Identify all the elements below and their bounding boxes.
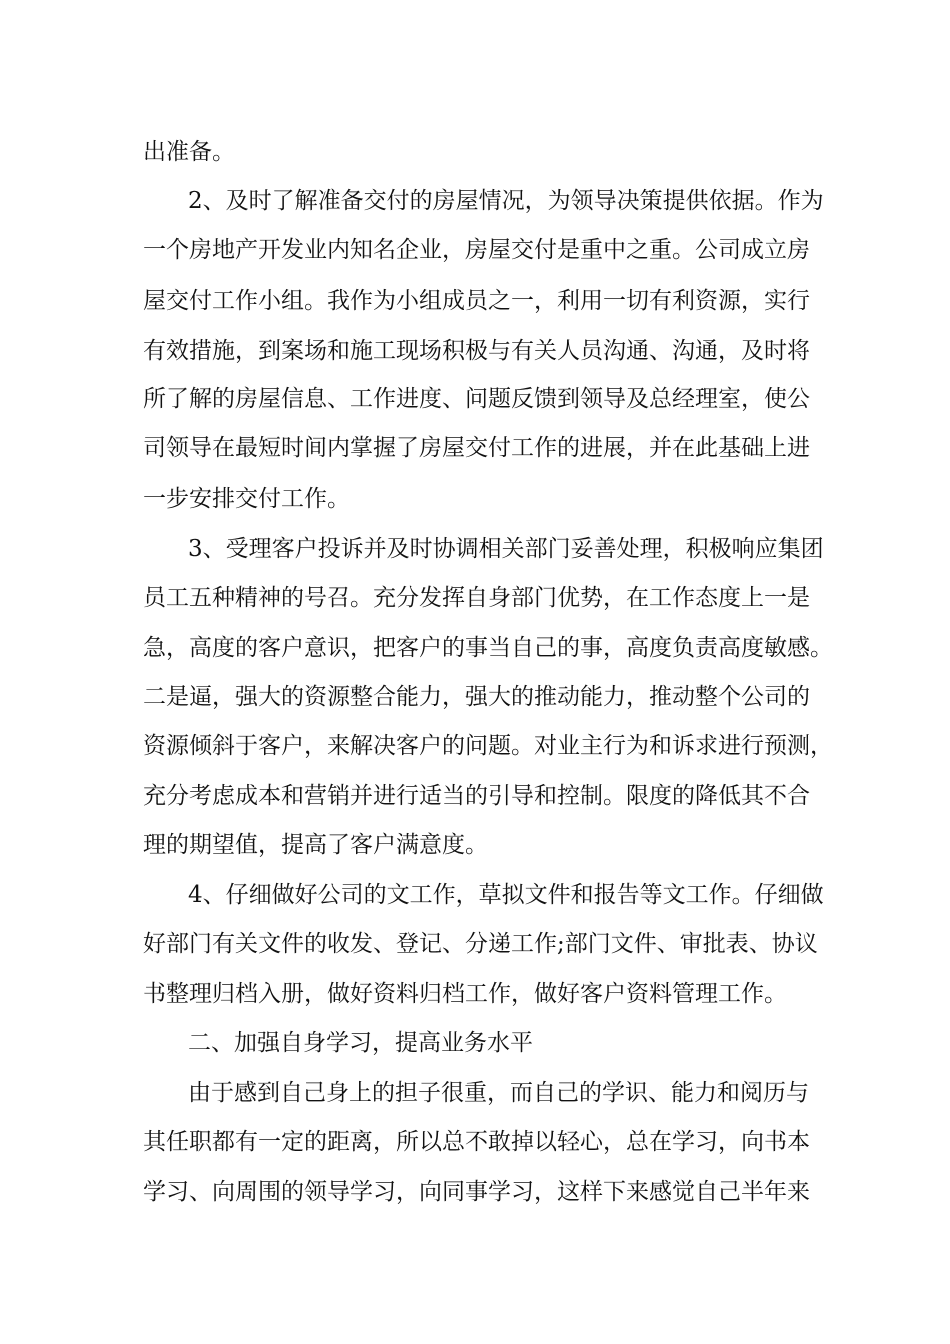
text-line-16: 4、仔细做好公司的文工作，草拟文件和报告等文工作。仔细做 — [188, 882, 824, 908]
text-line-9: 3、受理客户投诉并及时协调相关部门妥善处理，积极响应集团 — [188, 536, 824, 562]
text-line-7: 司领导在最短时间内掌握了房屋交付工作的进展，并在此基础上进 — [143, 435, 810, 461]
text-line-20: 由于感到自己身上的担子很重，而自己的学识、能力和阅历与 — [188, 1080, 809, 1106]
text-line-1: 出准备。 — [143, 139, 235, 165]
text-line-11: 急，高度的客户意识，把客户的事当自己的事，高度负责高度敏感。 — [143, 635, 833, 661]
text-line-15: 理的期望值，提高了客户满意度。 — [143, 832, 488, 858]
text-line-5: 有效措施，到案场和施工现场积极与有关人员沟通、沟通，及时将 — [143, 338, 810, 364]
text-line-6: 所了解的房屋信息、工作进度、问题反馈到领导及总经理室，使公 — [143, 386, 810, 412]
text-line-12: 二是逼，强大的资源整合能力，强大的推动能力，推动整个公司的 — [143, 684, 810, 710]
text-line-10: 员工五种精神的号召。充分发挥自身部门优势，在工作态度上一是 — [143, 585, 810, 611]
text-line-21: 其任职都有一定的距离，所以总不敢掉以轻心，总在学习，向书本 — [143, 1129, 810, 1155]
text-line-18: 书整理归档入册，做好资料归档工作，做好客户资料管理工作。 — [143, 981, 787, 1007]
text-line-17: 好部门有关文件的收发、登记、分递工作;部门文件、审批表、协议 — [143, 931, 818, 957]
text-line-13: 资源倾斜于客户，来解决客户的问题。对业主行为和诉求进行预测， — [143, 733, 833, 759]
text-line-3: 一个房地产开发业内知名企业，房屋交付是重中之重。公司成立房 — [143, 237, 810, 263]
text-line-2: 2、及时了解准备交付的房屋情况，为领导决策提供依据。作为 — [188, 188, 824, 214]
text-line-4: 屋交付工作小组。我作为小组成员之一，利用一切有利资源，实行 — [143, 288, 810, 314]
text-line-14: 充分考虑成本和营销并进行适当的引导和控制。限度的降低其不合 — [143, 783, 810, 809]
text-line-19: 二、加强自身学习，提高业务水平 — [188, 1030, 533, 1056]
text-line-8: 一步安排交付工作。 — [143, 486, 350, 512]
text-line-22: 学习、向周围的领导学习，向同事学习，这样下来感觉自己半年来 — [143, 1179, 810, 1205]
